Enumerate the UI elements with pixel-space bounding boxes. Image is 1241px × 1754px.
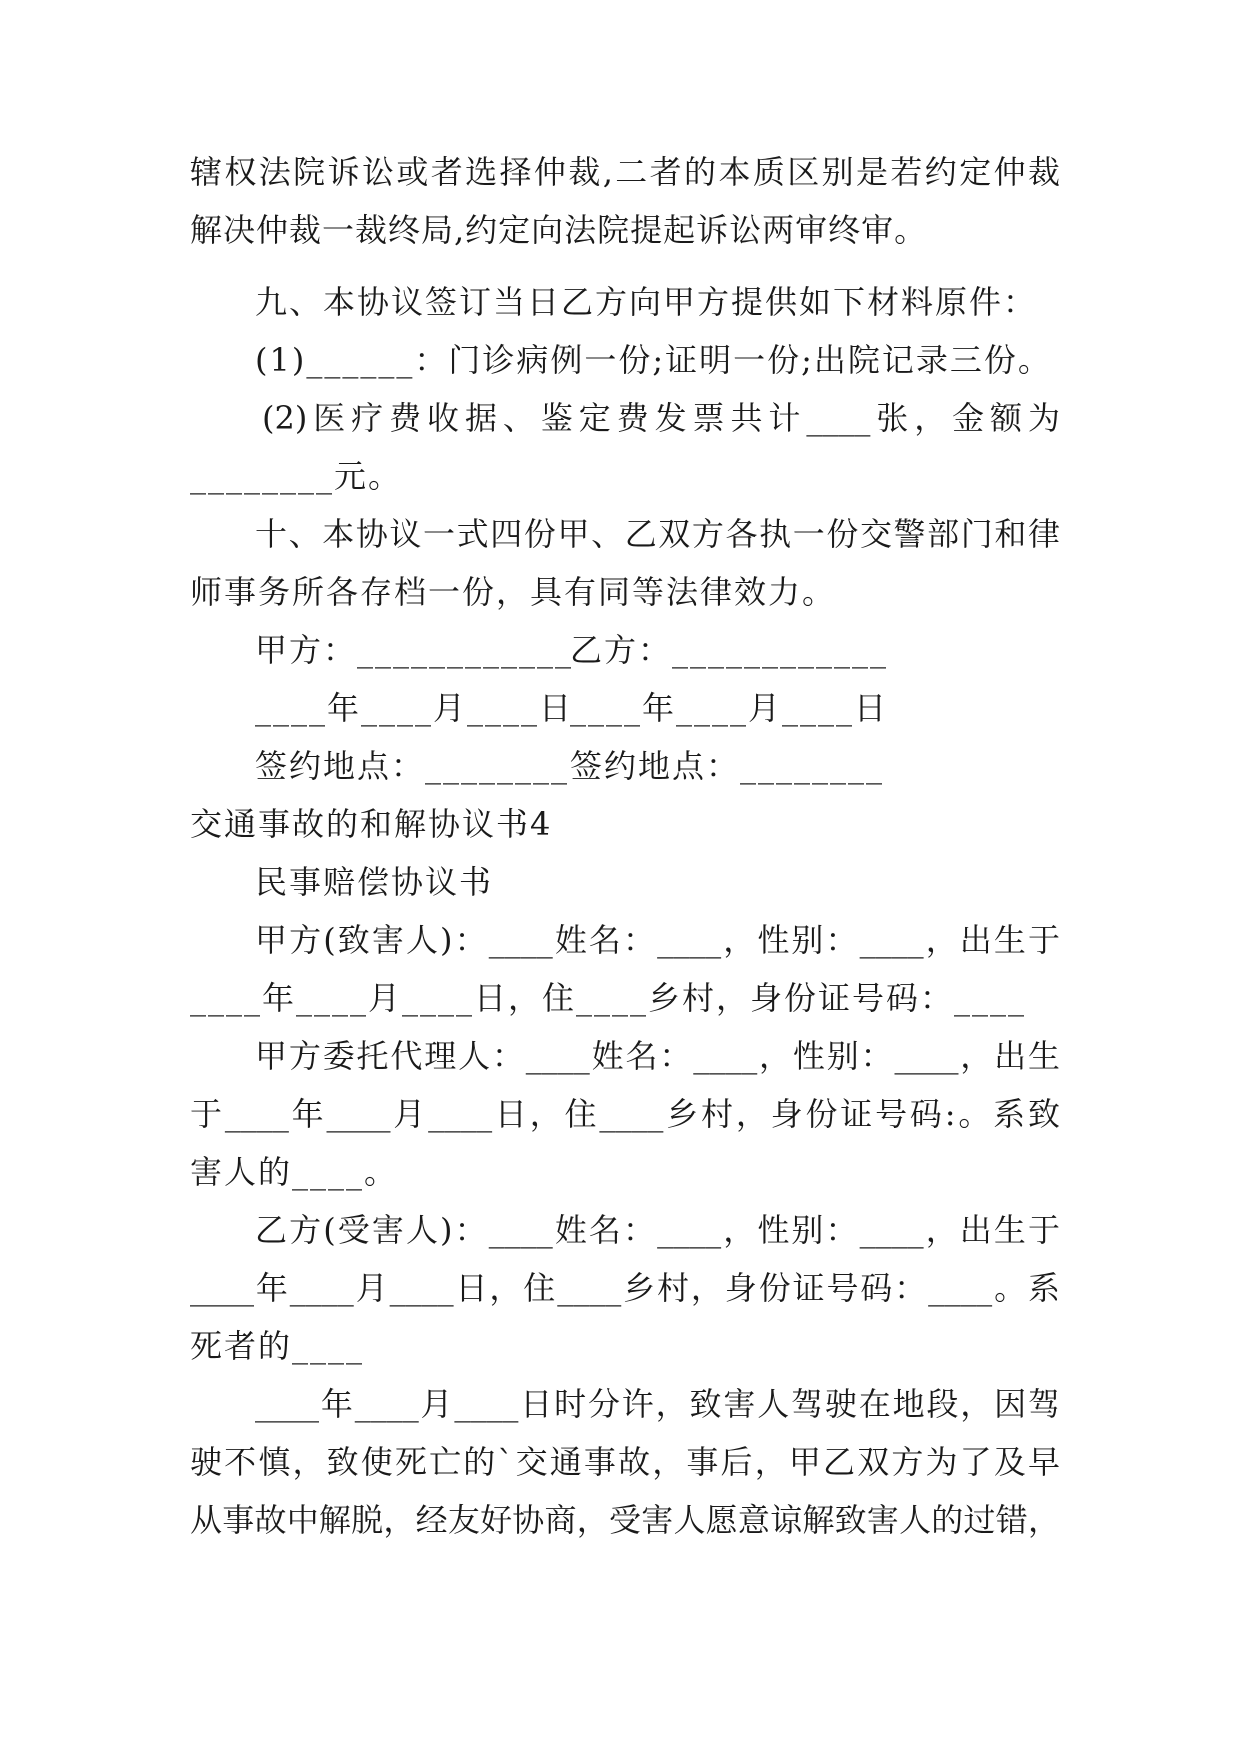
party-a-info: ____年____月____日，住____乡村，身份证号码：____ — [190, 979, 1027, 1017]
paragraph-line: 解决仲裁一裁终局,约定向法院提起诉讼两审终审。 — [190, 211, 928, 249]
party-a-signature: 甲方：____________ — [255, 631, 574, 669]
subsection-title: 民事赔偿协议书 — [255, 863, 494, 901]
clause-ten: 十、本协议一式四份甲、乙双方各执一份交警部门和律 — [255, 515, 1060, 553]
party-b-location: 签约地点：________ — [570, 747, 885, 785]
incident-description: 驶不慎，致使死亡的`交通事故，事后，甲乙双方为了及早 — [190, 1443, 1060, 1481]
incident-description: ____年____月____日时分许，致害人驾驶在地段，因驾 — [255, 1385, 1060, 1423]
party-b-info: 死者的____ — [190, 1327, 365, 1365]
clause-nine-item-1: (1)______：门诊病例一份;证明一份;出院记录三份。 — [255, 341, 1052, 379]
party-a-agent-info: 于____年____月____日，住____乡村，身份证号码:。系致 — [190, 1095, 1060, 1133]
paragraph-line: 辖权法院诉讼或者选择仲裁,二者的本质区别是若约定仲裁 — [190, 153, 1060, 191]
clause-nine-heading: 九、本协议签订当日乙方向甲方提供如下材料原件： — [255, 283, 1038, 321]
party-b-date: ____年____月____日 — [570, 689, 889, 727]
party-a-agent-info: 甲方委托代理人：____姓名：____，性别：____，出生 — [255, 1037, 1060, 1075]
party-b-info: 乙方(受害人)：____姓名：____，性别：____，出生于 — [255, 1211, 1060, 1249]
party-b-signature: 乙方：____________ — [570, 631, 889, 669]
paragraph-line: ________元。 — [190, 457, 403, 495]
party-a-date: ____年____月____日 — [255, 689, 574, 727]
party-b-info: ____年____月____日，住____乡村，身份证号码：____。系 — [190, 1269, 1060, 1307]
paragraph-line: 师事务所各存档一份，具有同等法律效力。 — [190, 573, 837, 611]
clause-nine-item-2: (2)医疗费收据、鉴定费发票共计____张，金额为 — [262, 399, 1060, 437]
party-a-location: 签约地点：________ — [255, 747, 570, 785]
party-a-agent-info: 害人的____。 — [190, 1153, 399, 1191]
section-title: 交通事故的和解协议书4 — [190, 805, 553, 843]
incident-description: 从事故中解脱，经友好协商，受害人愿意谅解致害人的过错， — [190, 1501, 1060, 1539]
party-a-info: 甲方(致害人)：____姓名：____，性别：____，出生于 — [255, 921, 1060, 959]
